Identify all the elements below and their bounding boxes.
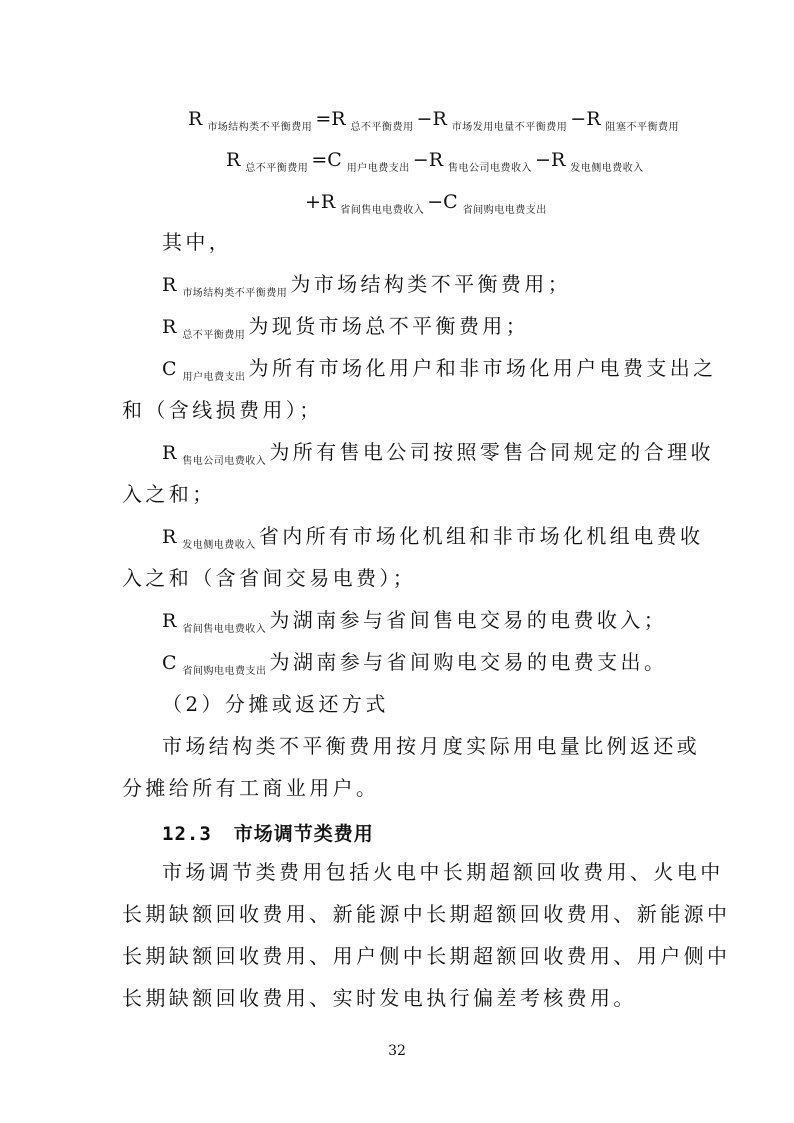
where-label: 其中，	[162, 230, 233, 254]
definition-symbol: R	[162, 274, 177, 296]
paragraph-line: 长期缺额回收费用、新能源中长期超额回收费用、新能源中	[122, 902, 731, 926]
formula-subscript: 省间售电电费收入	[340, 205, 425, 216]
definition-continuation: 入之和（含省间交易电费）；	[122, 566, 417, 590]
formula-subscript: 市场结构类不平衡费用	[207, 122, 313, 133]
formula-symbol: C	[327, 149, 342, 171]
paragraph-line: 长期缺额回收费用、用户侧中长期超额回收费用、用户侧中	[122, 944, 731, 968]
definition-symbol: C	[162, 358, 177, 380]
minus-operator: −	[535, 149, 551, 171]
definition-subscript: 总不平衡费用	[182, 330, 246, 341]
definition-subscript: 省间购电电费支出	[182, 666, 267, 677]
formula-symbol: R	[586, 108, 601, 130]
definition-line	[162, 650, 668, 677]
definition-symbol: R	[162, 442, 177, 464]
minus-operator: −	[412, 149, 429, 171]
definition-line	[162, 524, 704, 551]
definition-line	[162, 314, 530, 341]
definition-symbol: C	[162, 652, 177, 674]
definition-line	[162, 608, 668, 635]
minus-operator: −	[416, 108, 433, 130]
definition-text: 为现货市场总不平衡费用；	[248, 314, 530, 338]
definition-subscript: 售电公司电费收入	[182, 456, 267, 467]
sub-heading: （2）分摊或返还方式	[162, 692, 389, 716]
definition-text: 为所有市场化用户和非市场化用户电费支出之	[248, 356, 717, 380]
formula-subscript: 市场发用电量不平衡费用	[451, 122, 568, 133]
definition-continuation: 和（含线损费用）；	[122, 398, 323, 422]
formula-3	[305, 191, 550, 216]
definition-text: 为湖南参与省间售电交易的电费收入；	[269, 608, 668, 632]
definition-text: 为市场结构类不平衡费用；	[290, 272, 572, 296]
definition-line	[162, 272, 572, 299]
definition-subscript: 用户电费支出	[182, 372, 246, 383]
formula-subscript: 总不平衡费用	[245, 163, 309, 174]
equals-operator: =	[311, 149, 328, 171]
paragraph-line: 市场结构类不平衡费用按月度实际用电量比例返还或	[162, 734, 701, 758]
definition-text: 为湖南参与省间购电交易的电费支出。	[269, 650, 668, 674]
formula-1	[188, 108, 682, 133]
section-title: 市场调节类费用	[233, 823, 374, 845]
paragraph-line: 长期缺额回收费用、实时发电执行偏差考核费用。	[122, 986, 637, 1010]
formula-subscript: 售电公司电费收入	[448, 163, 533, 174]
formula-subscript: 总不平衡费用	[350, 122, 414, 133]
definition-line	[162, 356, 717, 383]
formula-subscript: 阻塞不平衡费用	[605, 122, 680, 133]
formula-symbol: R	[428, 149, 444, 171]
formula-symbol: R	[188, 108, 203, 130]
formula-2	[226, 149, 647, 174]
definition-line	[162, 440, 714, 467]
formula-symbol: C	[443, 191, 458, 213]
section-heading	[162, 819, 374, 846]
formula-symbol: R	[320, 191, 336, 213]
formula-subscript: 省间购电电费支出	[462, 205, 547, 216]
definition-text: 省内所有市场化机组和非市场化机组电费收	[258, 524, 704, 548]
page-number: 32	[388, 1043, 406, 1059]
definition-symbol: R	[162, 316, 177, 338]
definition-symbol: R	[162, 526, 177, 548]
minus-operator: −	[427, 191, 444, 213]
equals-operator: =	[315, 108, 332, 130]
formula-subscript: 用户电费支出	[346, 163, 410, 174]
definition-symbol: R	[162, 610, 177, 632]
section-number: 12.3	[162, 823, 212, 845]
formula-symbol: R	[550, 149, 566, 171]
definition-subscript: 发电侧电费收入	[182, 540, 256, 551]
plus-operator: +	[305, 191, 321, 213]
definition-continuation: 入之和；	[122, 482, 216, 506]
formula-symbol: R	[226, 149, 241, 171]
minus-operator: −	[570, 108, 587, 130]
definition-subscript: 省间售电电费收入	[182, 624, 267, 635]
paragraph-line: 市场调节类费用包括火电中长期超额回收费用、火电中	[162, 860, 724, 884]
paragraph-line: 分摊给所有工商业用户。	[122, 776, 380, 800]
definition-subscript: 市场结构类不平衡费用	[182, 288, 288, 299]
definition-text: 为所有售电公司按照零售合同规定的合理收	[269, 440, 714, 464]
formula-symbol: R	[331, 108, 346, 130]
formula-subscript: 发电侧电费收入	[570, 163, 644, 174]
formula-symbol: R	[432, 108, 447, 130]
